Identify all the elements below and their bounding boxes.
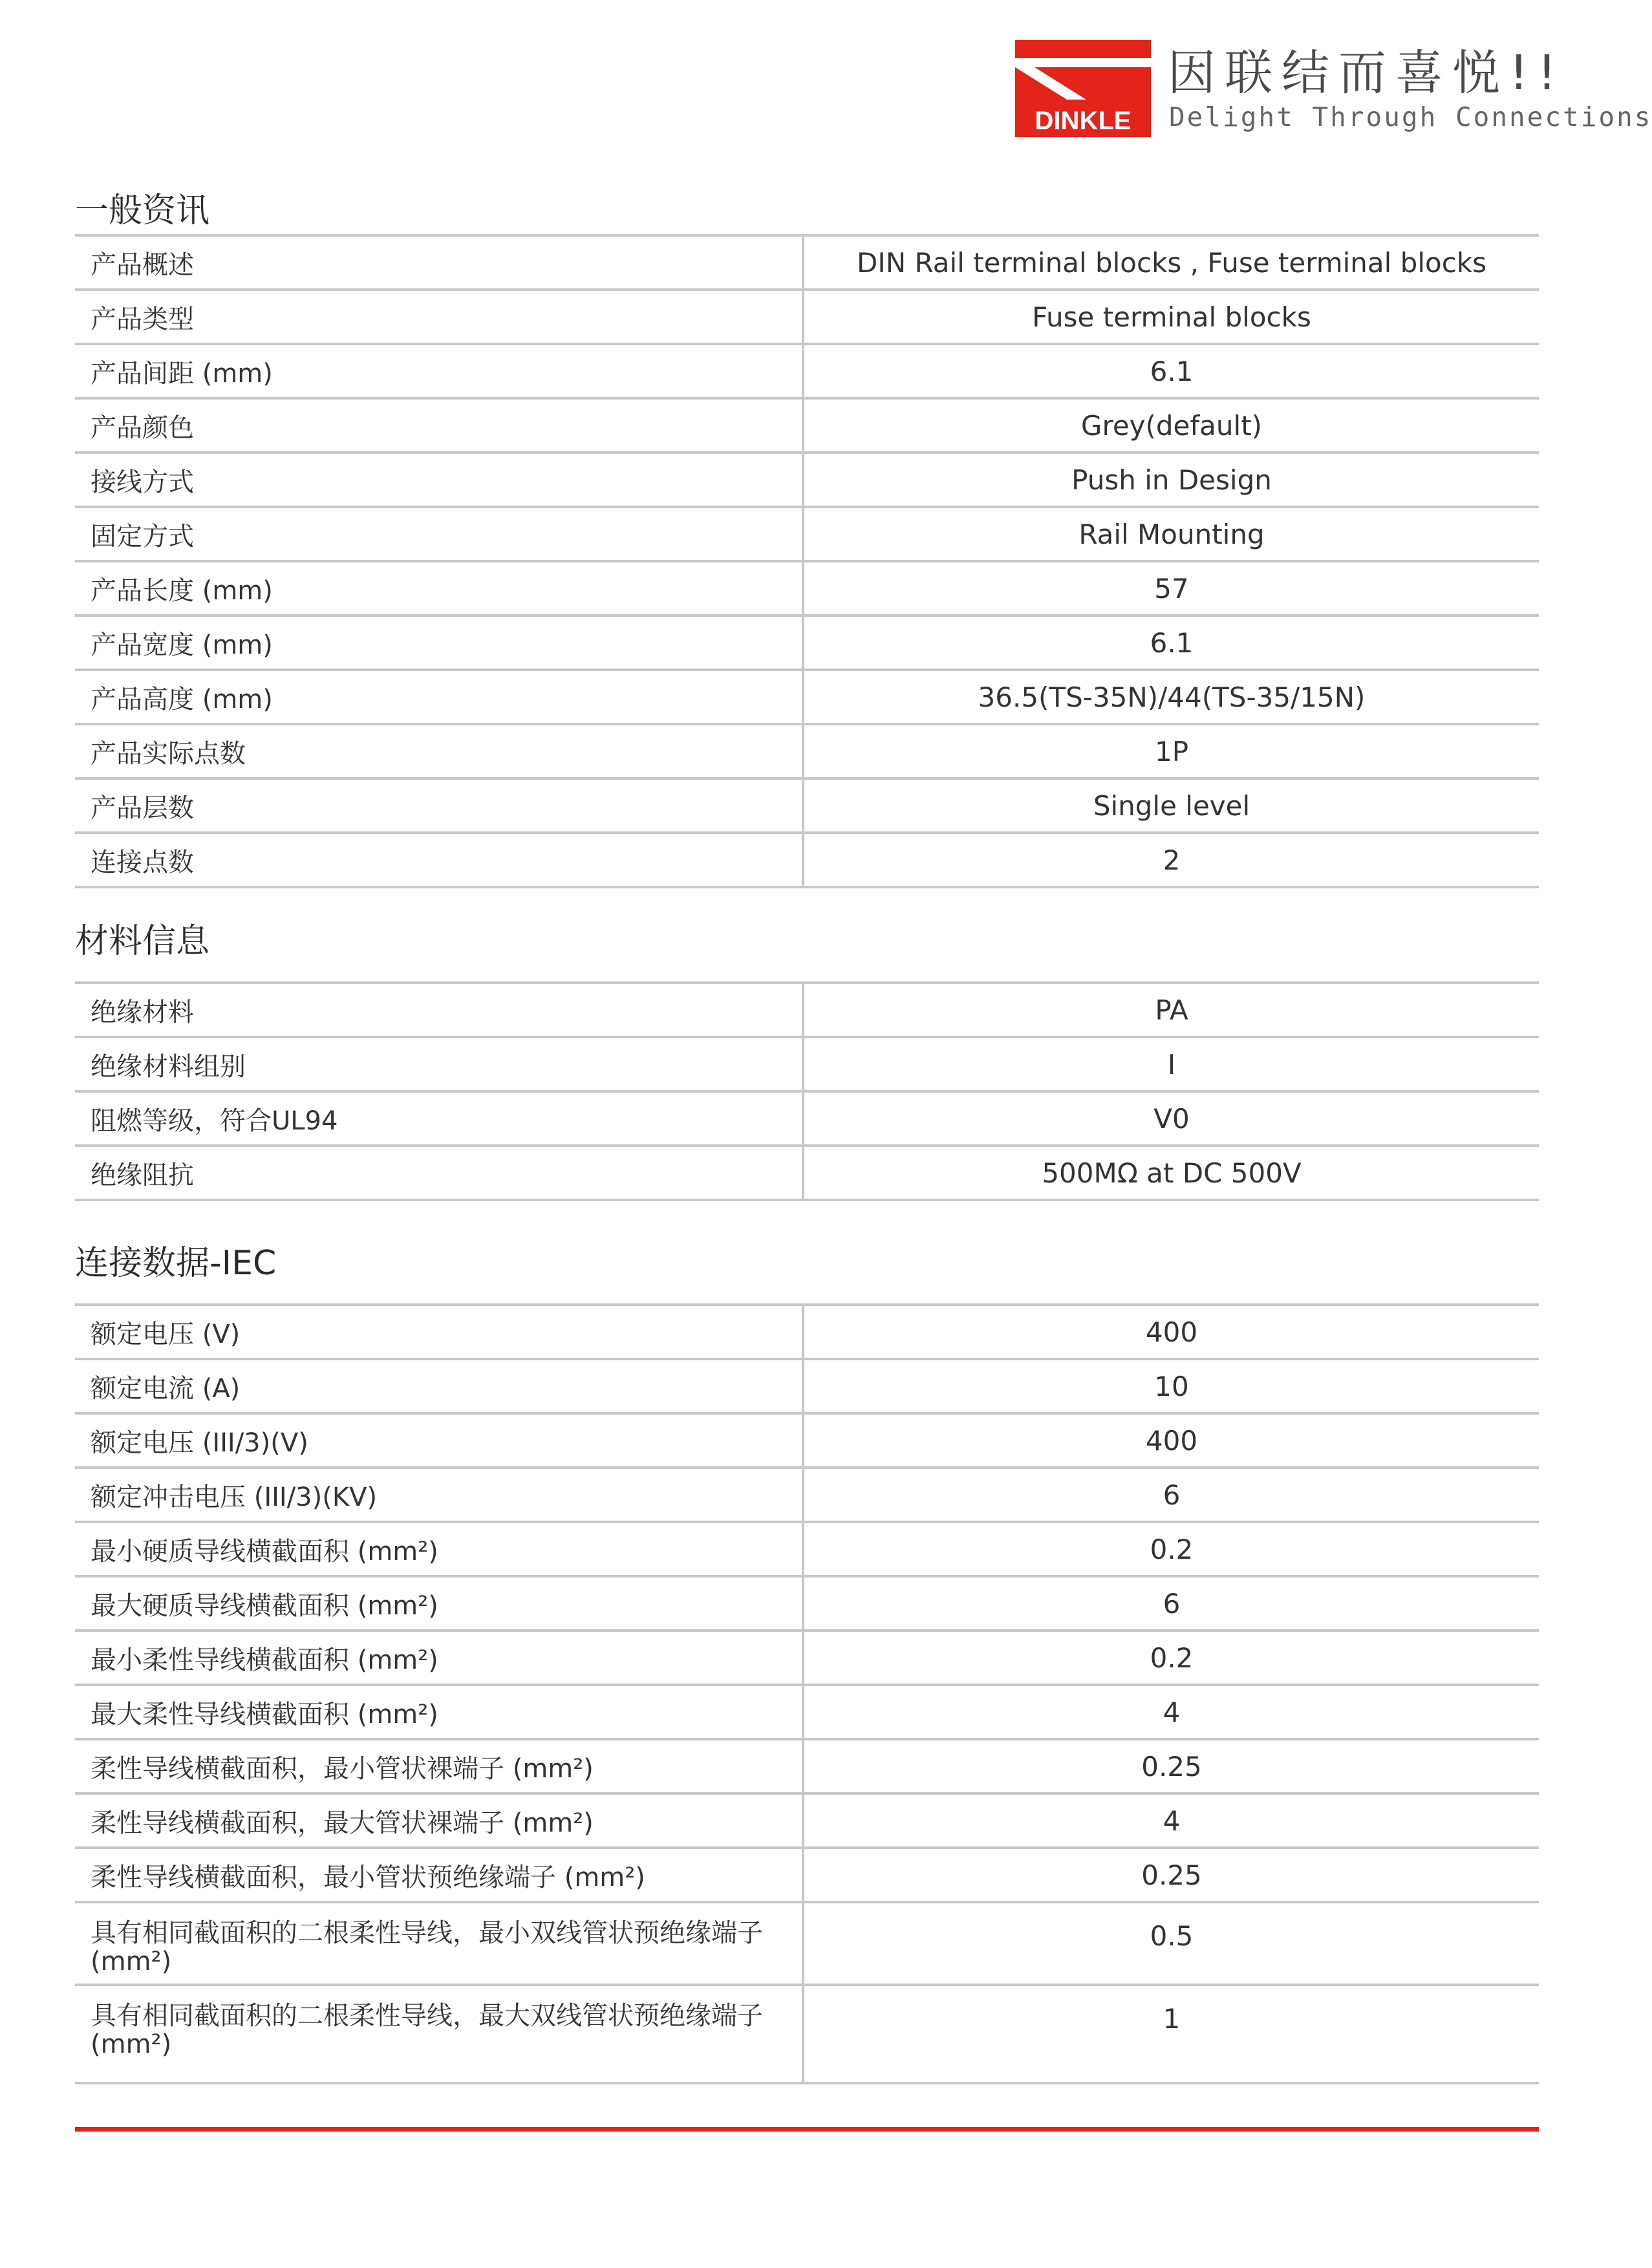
spec-value: 1P [1154,735,1189,767]
spec-label: 阻燃等级，符合UL94 [75,1093,804,1144]
spec-label: 具有相同截面积的二根柔性导线，最大双线管状预绝缘端子 (mm²) [75,1986,804,2082]
dinkle-logo [1015,40,1151,137]
spec-label: 产品类型 [75,291,804,343]
slogan-english: Delight Through Connections [1169,102,1652,133]
spec-value: I [1167,1048,1176,1080]
table-row [75,562,1539,617]
spec-label: 产品概述 [75,237,804,288]
spec-value: 36.5(TS-35N)/44(TS-35/15N) [978,681,1366,713]
section-general-info [75,187,1539,888]
table-row [75,237,1539,291]
table-row [75,780,1539,834]
spec-value: 0.2 [1150,1533,1194,1565]
spec-label: 产品宽度 (mm) [75,617,804,669]
table-row [75,1578,1539,1632]
section-title: 连接数据-IEC [75,1244,277,1283]
spec-value: 10 [1154,1370,1189,1402]
spec-label: 具有相同截面积的二根柔性导线，最小双线管状预绝缘端子 (mm²) [75,1903,804,1984]
spec-value: 4 [1163,1804,1181,1837]
table-row [75,400,1539,454]
table-row [75,1306,1539,1360]
spec-value: DIN Rail terminal blocks , Fuse terminal blocks [856,246,1487,279]
spec-value: 400 [1145,1424,1198,1457]
footer-accent-line [75,2127,1539,2132]
table-row [75,508,1539,562]
spec-label: 最小硬质导线横截面积 (mm²) [75,1523,804,1575]
spec-value: Single level [1093,789,1250,822]
table-row [75,1415,1539,1469]
spec-label: 最大硬质导线横截面积 (mm²) [75,1578,804,1629]
spec-table [75,234,1539,888]
table-row [75,1986,1539,2084]
spec-value: 2 [1163,844,1181,876]
spec-value: 6 [1163,1479,1181,1511]
spec-value: 1 [1163,2003,1181,2035]
spec-label: 额定电流 (A) [75,1360,804,1412]
spec-label: 绝缘材料 [75,984,804,1036]
spec-label: 最大柔性导线横截面积 (mm²) [75,1686,804,1738]
table-row [75,671,1539,725]
spec-value: 0.5 [1150,1920,1194,1952]
spec-label: 产品层数 [75,780,804,831]
spec-value: 0.25 [1141,1859,1202,1891]
spec-label: 产品高度 (mm) [75,671,804,723]
spec-value: 400 [1145,1316,1198,1348]
spec-label: 绝缘材料组别 [75,1038,804,1090]
spec-label: 最小柔性导线横截面积 (mm²) [75,1632,804,1684]
section-connection-data-iec [75,1240,1539,2084]
table-row [75,345,1539,400]
table-row [75,291,1539,345]
spec-label: 产品实际点数 [75,725,804,777]
table-row [75,454,1539,508]
spec-table [75,981,1539,1201]
table-row [75,834,1539,888]
table-row [75,984,1539,1038]
table-row [75,1360,1539,1415]
table-row [75,1849,1539,1903]
spec-label: 额定冲击电压 (III/3)(KV) [75,1469,804,1521]
section-title: 材料信息 [75,922,210,961]
spec-value: V0 [1153,1102,1190,1135]
spec-value: Push in Design [1071,464,1272,496]
spec-label: 柔性导线横截面积，最大管状裸端子 (mm²) [75,1795,804,1846]
spec-value: PA [1155,994,1188,1026]
spec-label: 绝缘阻抗 [75,1147,804,1199]
spec-value: 6.1 [1150,355,1194,387]
brand-header [1015,40,1652,137]
section-title: 一般资讯 [75,191,210,230]
spec-value: 6 [1163,1587,1181,1620]
spec-value: Grey(default) [1080,409,1263,442]
table-row [75,1686,1539,1740]
table-row [75,1038,1539,1093]
section-material-info [75,918,1539,1201]
logo-text: DINKLE [1035,107,1132,135]
spec-value: 500MΩ at DC 500V [1042,1157,1302,1189]
spec-label: 额定电压 (V) [75,1306,804,1358]
spec-label: 连接点数 [75,834,804,886]
table-row [75,1147,1539,1201]
spec-table [75,1303,1539,2084]
table-row [75,617,1539,671]
spec-label: 产品颜色 [75,400,804,451]
spec-label: 接线方式 [75,454,804,506]
spec-value: 0.25 [1141,1750,1202,1782]
spec-label: 柔性导线横截面积，最小管状预绝缘端子 (mm²) [75,1849,804,1901]
spec-label: 固定方式 [75,508,804,560]
spec-value: 57 [1154,572,1189,604]
table-row [75,1795,1539,1849]
spec-label: 柔性导线横截面积，最小管状裸端子 (mm²) [75,1740,804,1792]
table-row [75,1469,1539,1523]
spec-label: 产品间距 (mm) [75,345,804,397]
spec-value: Fuse terminal blocks [1032,301,1311,333]
table-row [75,1523,1539,1578]
spec-label: 产品长度 (mm) [75,562,804,614]
table-row [75,1093,1539,1147]
table-row [75,1632,1539,1686]
table-row [75,725,1539,780]
spec-value: 4 [1163,1696,1181,1728]
slogan-chinese: 因联结而喜悦!! [1168,45,1566,101]
spec-value: 6.1 [1150,626,1194,659]
spec-value: 0.2 [1150,1642,1194,1674]
spec-label: 额定电压 (III/3)(V) [75,1415,804,1466]
spec-value: Rail Mounting [1078,518,1265,550]
table-row [75,1903,1539,1986]
table-row [75,1740,1539,1795]
